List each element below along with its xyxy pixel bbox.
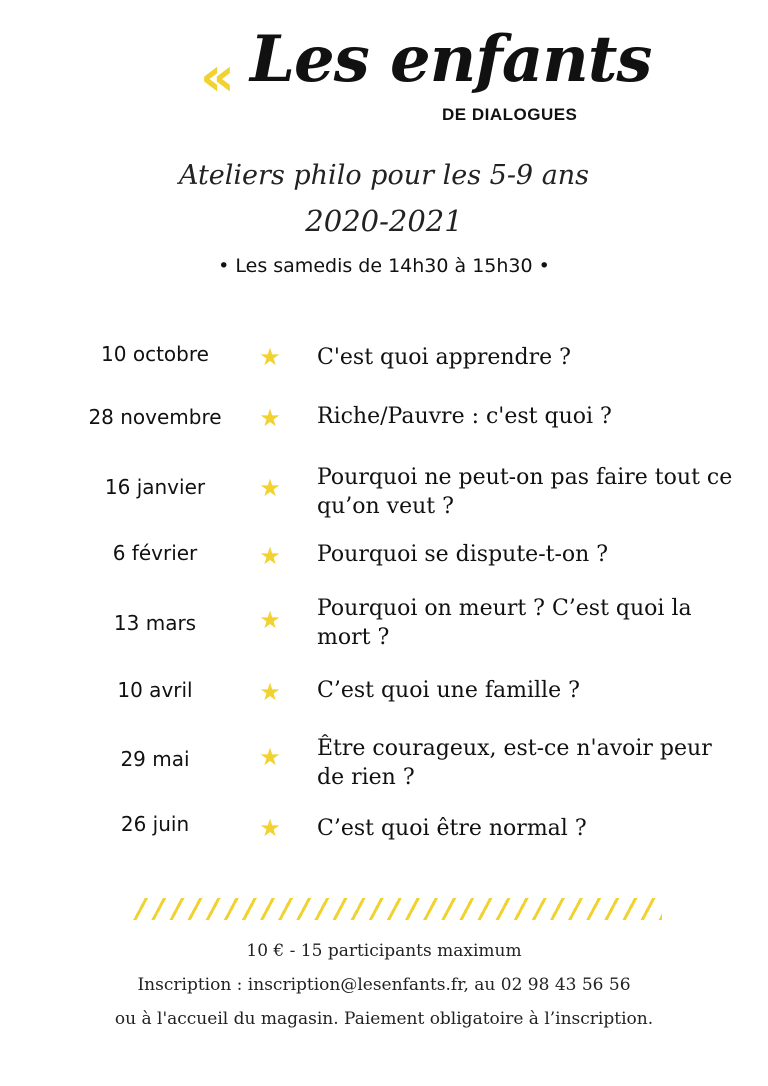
session-topic: Riche/Pauvre : c'est quoi ?	[317, 404, 612, 429]
session-topic: Pourquoi se dispute-t-on ?	[317, 542, 609, 567]
double-chevron-icon: «	[200, 45, 225, 108]
session-date: 29 mai	[120, 747, 190, 771]
session-topic: Être courageux, est-ce n'avoir peur de rien ?	[317, 736, 712, 790]
schedule-info: • Les samedis de 14h30 à 15h30 •	[218, 255, 550, 277]
session-topic: C’est quoi une famille ?	[317, 678, 580, 703]
season-years: 2020-2021	[305, 204, 463, 238]
price-info: 10 € - 15 participants maximum	[246, 941, 522, 961]
session-date: 13 mars	[113, 611, 197, 635]
payment-info: ou à l'accueil du magasin. Paiement obligatoire à l’inscription.	[114, 1009, 654, 1029]
session-topic: Pourquoi ne peut-on pas faire tout ce qu’on veut ?	[317, 465, 733, 519]
star-icon: ★	[259, 678, 281, 706]
session-date: 6 février	[112, 541, 198, 565]
logo-subtitle: DE DIALOGUES	[442, 105, 578, 124]
star-icon: ★	[259, 814, 281, 842]
star-icon: ★	[259, 743, 281, 771]
session-topic: Pourquoi on meurt ? C’est quoi la mort ?	[317, 596, 692, 650]
decorative-stripes	[132, 898, 662, 920]
session-date: 26 juin	[120, 812, 190, 836]
session-date: 16 janvier	[104, 475, 206, 499]
registration-info: Inscription : inscription@lesenfants.fr, au 02 98 43 56 56	[137, 975, 631, 995]
workshop-title: Ateliers philo pour les 5-9 ans	[178, 160, 590, 191]
session-topic: C'est quoi apprendre ?	[317, 345, 571, 370]
session-date: 10 octobre	[101, 342, 209, 366]
session-date: 28 novembre	[88, 405, 222, 429]
star-icon: ★	[259, 606, 281, 634]
star-icon: ★	[259, 542, 281, 570]
session-topic: C’est quoi être normal ?	[317, 816, 587, 841]
star-icon: ★	[259, 404, 281, 432]
star-icon: ★	[259, 474, 281, 502]
star-icon: ★	[259, 343, 281, 371]
session-date: 10 avril	[117, 678, 193, 702]
logo-title: Les enfants	[250, 22, 652, 97]
logo	[200, 22, 652, 138]
